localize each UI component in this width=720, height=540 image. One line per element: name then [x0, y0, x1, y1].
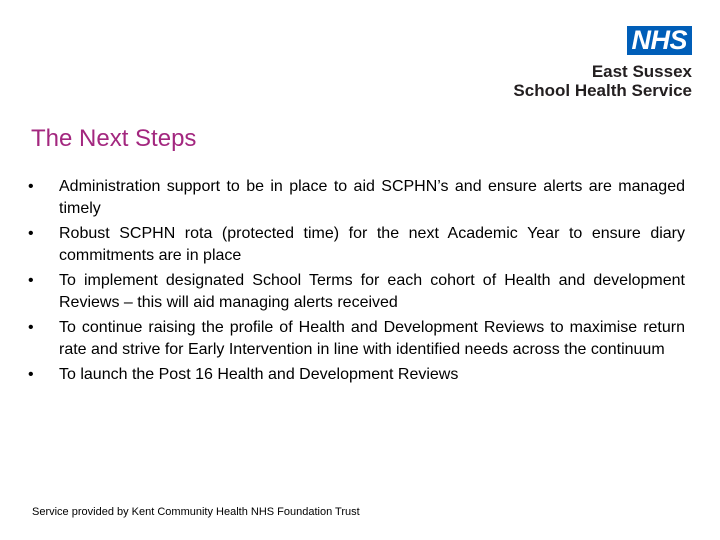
- list-item: [28, 364, 685, 386]
- organisation-logo: [452, 26, 692, 100]
- bullet-icon: •: [28, 319, 34, 336]
- list-item: [28, 317, 685, 360]
- org-name-line-1: East Sussex: [591, 62, 692, 81]
- bullet-icon: •: [28, 366, 34, 383]
- next-steps-list: [28, 176, 685, 386]
- list-item: [28, 223, 685, 266]
- list-item-text: Robust SCPHN rota (protected time) for the next Academic Year to ensure diary commitments are in place: [59, 225, 685, 264]
- slide-title: The Next Steps: [31, 125, 197, 152]
- list-item: [28, 270, 685, 313]
- bullet-icon: •: [28, 272, 34, 289]
- list-item-text: To continue raising the profile of Health and Development Reviews to maximise return rate and strive for Early Intervention in line with identified needs across the continuum: [59, 319, 685, 358]
- list-item-text: Administration support to be in place to aid SCPHN’s and ensure alerts are managed timely: [59, 178, 685, 217]
- list-item-text: To launch the Post 16 Health and Development Reviews: [59, 366, 459, 383]
- bullet-icon: •: [28, 178, 34, 195]
- list-item-text: To implement designated School Terms for each cohort of Health and development Reviews – this will aid managing alerts received: [59, 272, 685, 311]
- footer-text: Service provided by Kent Community Health NHS Foundation Trust: [32, 506, 360, 518]
- bullet-icon: •: [28, 225, 34, 242]
- nhs-logo: NHS: [627, 26, 692, 55]
- list-item: [28, 176, 685, 219]
- org-name-line-2: School Health Service: [513, 81, 692, 100]
